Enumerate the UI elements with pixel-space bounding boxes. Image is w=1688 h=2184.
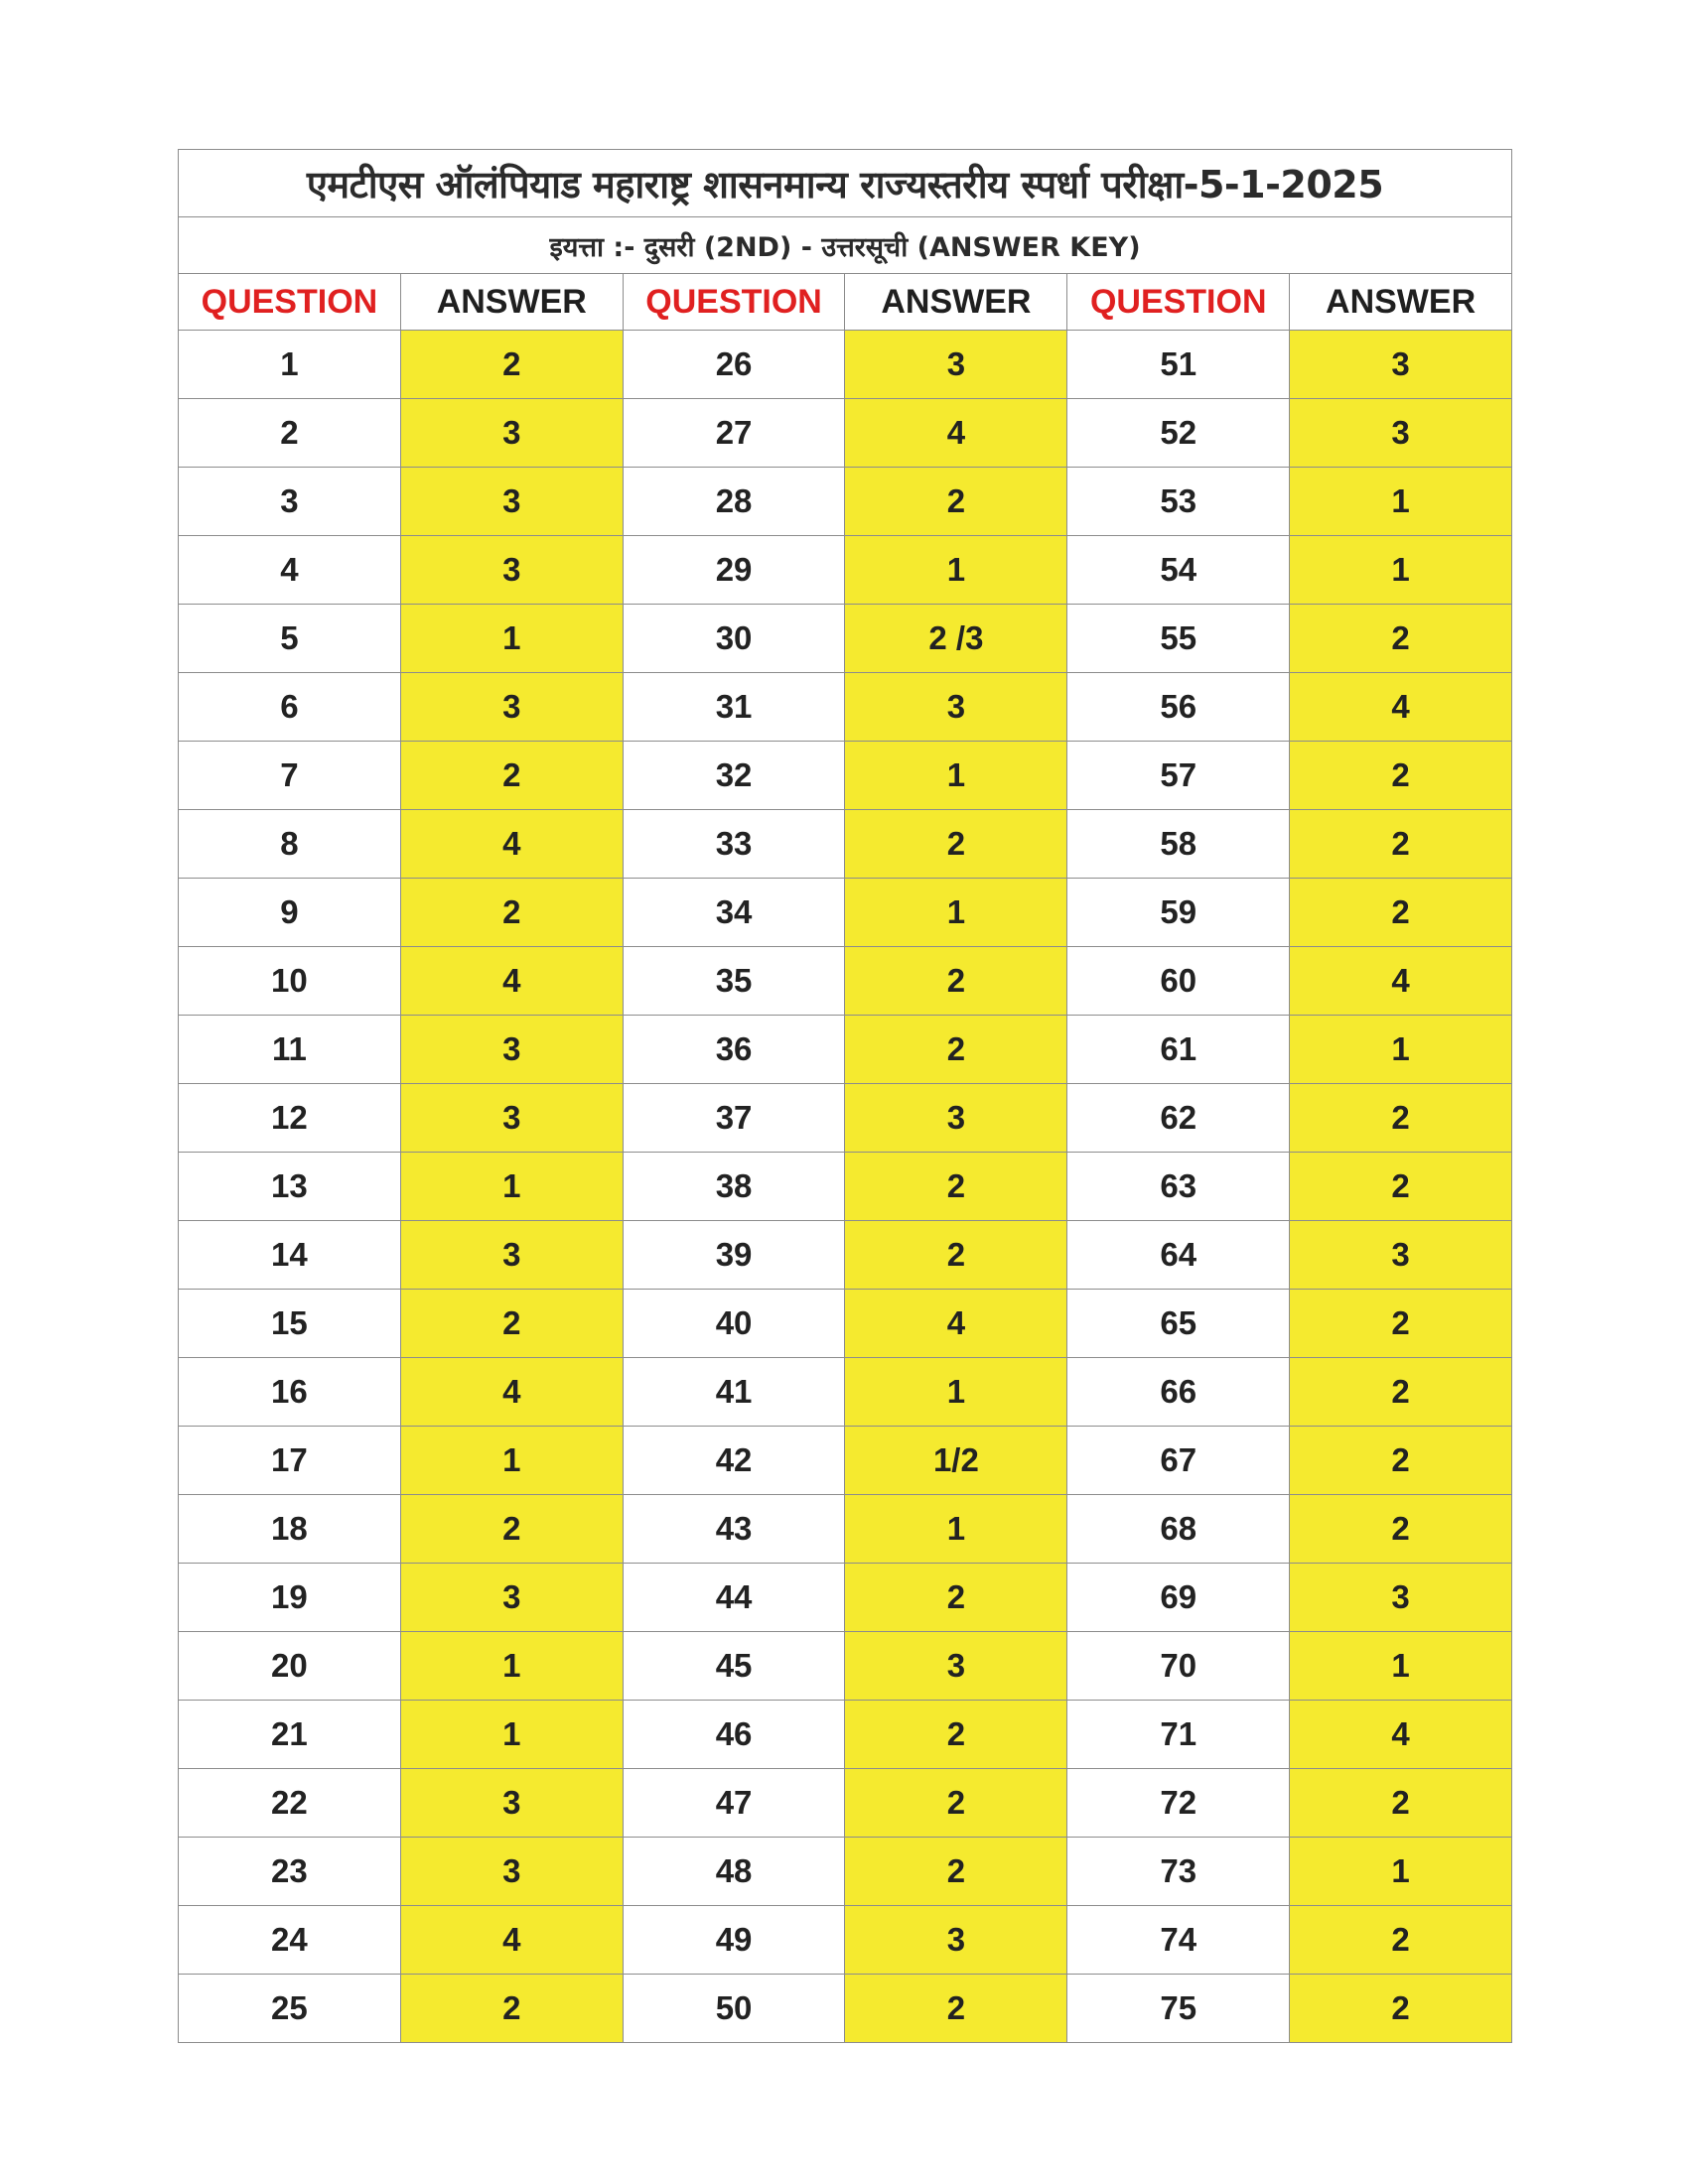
column-header-question: QUESTION [1067, 274, 1290, 331]
answer-value: 1 [1290, 1632, 1512, 1701]
question-number: 4 [179, 536, 401, 605]
answer-value: 3 [845, 1632, 1067, 1701]
question-number: 3 [179, 468, 401, 536]
question-number: 33 [623, 810, 845, 879]
answer-value: 2 [845, 1769, 1067, 1838]
question-number: 47 [623, 1769, 845, 1838]
table-row [179, 947, 1512, 1016]
answer-value: 3 [845, 1084, 1067, 1153]
answer-value: 3 [1290, 1221, 1512, 1290]
question-number: 32 [623, 742, 845, 810]
question-number: 61 [1067, 1016, 1290, 1084]
question-number: 70 [1067, 1632, 1290, 1701]
table-row [179, 1427, 1512, 1495]
question-number: 17 [179, 1427, 401, 1495]
question-number: 43 [623, 1495, 845, 1564]
table-row [179, 879, 1512, 947]
answer-value: 2 [1290, 605, 1512, 673]
question-number: 45 [623, 1632, 845, 1701]
question-number: 23 [179, 1838, 401, 1906]
answer-value: 1 [845, 1495, 1067, 1564]
question-number: 49 [623, 1906, 845, 1975]
answer-value: 2 [400, 879, 623, 947]
answer-value: 2 [1290, 1290, 1512, 1358]
answer-value: 1 [400, 1701, 623, 1769]
question-number: 68 [1067, 1495, 1290, 1564]
table-row [179, 1358, 1512, 1427]
column-header-question: QUESTION [623, 274, 845, 331]
question-number: 40 [623, 1290, 845, 1358]
answer-value: 2 /3 [845, 605, 1067, 673]
table-row [179, 468, 1512, 536]
table-row [179, 1701, 1512, 1769]
question-number: 38 [623, 1153, 845, 1221]
question-number: 37 [623, 1084, 845, 1153]
answer-value: 1 [400, 1632, 623, 1701]
answer-value: 3 [400, 1564, 623, 1632]
question-number: 69 [1067, 1564, 1290, 1632]
answer-value: 1/2 [845, 1427, 1067, 1495]
title-row [179, 150, 1512, 217]
question-number: 29 [623, 536, 845, 605]
table-row [179, 673, 1512, 742]
answer-value: 1 [845, 536, 1067, 605]
question-number: 74 [1067, 1906, 1290, 1975]
answer-value: 2 [845, 1153, 1067, 1221]
question-number: 15 [179, 1290, 401, 1358]
table-row [179, 1016, 1512, 1084]
table-row [179, 399, 1512, 468]
answer-value: 4 [1290, 947, 1512, 1016]
header-row [179, 274, 1512, 331]
answer-value: 4 [400, 1358, 623, 1427]
question-number: 27 [623, 399, 845, 468]
table-row [179, 742, 1512, 810]
question-number: 11 [179, 1016, 401, 1084]
answer-value: 3 [845, 673, 1067, 742]
answer-value: 2 [845, 468, 1067, 536]
answer-value: 2 [1290, 1358, 1512, 1427]
question-number: 26 [623, 331, 845, 399]
question-number: 55 [1067, 605, 1290, 673]
answer-key-table [178, 149, 1512, 2043]
answer-value: 2 [1290, 1906, 1512, 1975]
question-number: 9 [179, 879, 401, 947]
question-number: 60 [1067, 947, 1290, 1016]
page-subtitle: इयत्ता :- दुसरी (2ND) - उत्तरसूची (ANSWER KEY) [179, 217, 1512, 274]
answer-value: 1 [845, 1358, 1067, 1427]
answer-value: 3 [400, 1084, 623, 1153]
table-row [179, 1290, 1512, 1358]
question-number: 41 [623, 1358, 845, 1427]
answer-value: 2 [845, 1838, 1067, 1906]
answer-value: 2 [400, 1495, 623, 1564]
question-number: 25 [179, 1975, 401, 2043]
question-number: 65 [1067, 1290, 1290, 1358]
question-number: 8 [179, 810, 401, 879]
answer-value: 4 [400, 810, 623, 879]
question-number: 30 [623, 605, 845, 673]
column-header-answer: ANSWER [845, 274, 1067, 331]
answer-value: 2 [1290, 1495, 1512, 1564]
answer-value: 4 [400, 947, 623, 1016]
table-row [179, 1906, 1512, 1975]
answer-value: 2 [1290, 1153, 1512, 1221]
question-number: 73 [1067, 1838, 1290, 1906]
answer-value: 2 [845, 947, 1067, 1016]
question-number: 14 [179, 1221, 401, 1290]
answer-value: 1 [400, 1153, 623, 1221]
answer-value: 4 [1290, 1701, 1512, 1769]
table-row [179, 1564, 1512, 1632]
answer-value: 2 [400, 1975, 623, 2043]
question-number: 56 [1067, 673, 1290, 742]
answer-value: 2 [400, 742, 623, 810]
question-number: 35 [623, 947, 845, 1016]
question-number: 6 [179, 673, 401, 742]
answer-value: 3 [400, 536, 623, 605]
question-number: 31 [623, 673, 845, 742]
question-number: 54 [1067, 536, 1290, 605]
column-header-answer: ANSWER [400, 274, 623, 331]
question-number: 66 [1067, 1358, 1290, 1427]
question-number: 34 [623, 879, 845, 947]
question-number: 24 [179, 1906, 401, 1975]
table-row [179, 331, 1512, 399]
answer-value: 3 [1290, 331, 1512, 399]
question-number: 75 [1067, 1975, 1290, 2043]
question-number: 18 [179, 1495, 401, 1564]
table-row [179, 1221, 1512, 1290]
answer-value: 3 [845, 331, 1067, 399]
question-number: 48 [623, 1838, 845, 1906]
question-number: 44 [623, 1564, 845, 1632]
question-number: 64 [1067, 1221, 1290, 1290]
table-row [179, 605, 1512, 673]
answer-value: 4 [1290, 673, 1512, 742]
answer-value: 2 [1290, 742, 1512, 810]
question-number: 20 [179, 1632, 401, 1701]
question-number: 46 [623, 1701, 845, 1769]
table-row [179, 1495, 1512, 1564]
answer-value: 1 [1290, 468, 1512, 536]
question-number: 53 [1067, 468, 1290, 536]
question-number: 39 [623, 1221, 845, 1290]
question-number: 52 [1067, 399, 1290, 468]
question-number: 71 [1067, 1701, 1290, 1769]
answer-value: 1 [400, 605, 623, 673]
answer-value: 3 [845, 1906, 1067, 1975]
answer-value: 3 [400, 1221, 623, 1290]
column-header-question: QUESTION [179, 274, 401, 331]
answer-value: 1 [845, 742, 1067, 810]
question-number: 13 [179, 1153, 401, 1221]
answer-value: 3 [1290, 1564, 1512, 1632]
question-number: 1 [179, 331, 401, 399]
answer-value: 1 [400, 1427, 623, 1495]
table-row [179, 1153, 1512, 1221]
answer-value: 3 [400, 1769, 623, 1838]
answer-value: 3 [1290, 399, 1512, 468]
answer-value: 2 [845, 810, 1067, 879]
table-row [179, 1632, 1512, 1701]
table-row [179, 536, 1512, 605]
question-number: 19 [179, 1564, 401, 1632]
answer-value: 4 [845, 1290, 1067, 1358]
table-row [179, 810, 1512, 879]
question-number: 50 [623, 1975, 845, 2043]
answer-value: 2 [1290, 1427, 1512, 1495]
answer-value: 3 [400, 673, 623, 742]
column-header-answer: ANSWER [1290, 274, 1512, 331]
question-number: 5 [179, 605, 401, 673]
answer-value: 2 [400, 1290, 623, 1358]
question-number: 72 [1067, 1769, 1290, 1838]
answer-value: 1 [1290, 1838, 1512, 1906]
answer-value: 3 [400, 1838, 623, 1906]
question-number: 36 [623, 1016, 845, 1084]
answer-value: 4 [845, 399, 1067, 468]
answer-value: 2 [400, 331, 623, 399]
answer-value: 2 [845, 1564, 1067, 1632]
question-number: 62 [1067, 1084, 1290, 1153]
question-number: 21 [179, 1701, 401, 1769]
question-number: 59 [1067, 879, 1290, 947]
question-number: 10 [179, 947, 401, 1016]
table-row [179, 1769, 1512, 1838]
question-number: 7 [179, 742, 401, 810]
question-number: 63 [1067, 1153, 1290, 1221]
question-number: 22 [179, 1769, 401, 1838]
table-row [179, 1838, 1512, 1906]
answer-value: 4 [400, 1906, 623, 1975]
answer-value: 2 [845, 1975, 1067, 2043]
answer-value: 3 [400, 399, 623, 468]
page-title: एमटीएस ऑलंपियाड महाराष्ट्र शासनमान्य राज्यस्तरीय स्पर्धा परीक्षा-5-1-2025 [179, 150, 1512, 217]
question-number: 16 [179, 1358, 401, 1427]
question-number: 28 [623, 468, 845, 536]
answer-value: 1 [1290, 536, 1512, 605]
question-number: 12 [179, 1084, 401, 1153]
subtitle-row [179, 217, 1512, 274]
answer-value: 3 [400, 468, 623, 536]
question-number: 58 [1067, 810, 1290, 879]
answer-value: 2 [1290, 1769, 1512, 1838]
answer-value: 2 [845, 1221, 1067, 1290]
question-number: 2 [179, 399, 401, 468]
question-number: 42 [623, 1427, 845, 1495]
answer-value: 2 [1290, 1084, 1512, 1153]
answer-value: 2 [1290, 1975, 1512, 2043]
answer-value: 2 [845, 1016, 1067, 1084]
answer-value: 2 [1290, 879, 1512, 947]
table-row [179, 1084, 1512, 1153]
answer-value: 3 [400, 1016, 623, 1084]
question-number: 51 [1067, 331, 1290, 399]
answer-value: 2 [1290, 810, 1512, 879]
question-number: 67 [1067, 1427, 1290, 1495]
answer-value: 2 [845, 1701, 1067, 1769]
question-number: 57 [1067, 742, 1290, 810]
table-row [179, 1975, 1512, 2043]
answer-value: 1 [1290, 1016, 1512, 1084]
answer-value: 1 [845, 879, 1067, 947]
